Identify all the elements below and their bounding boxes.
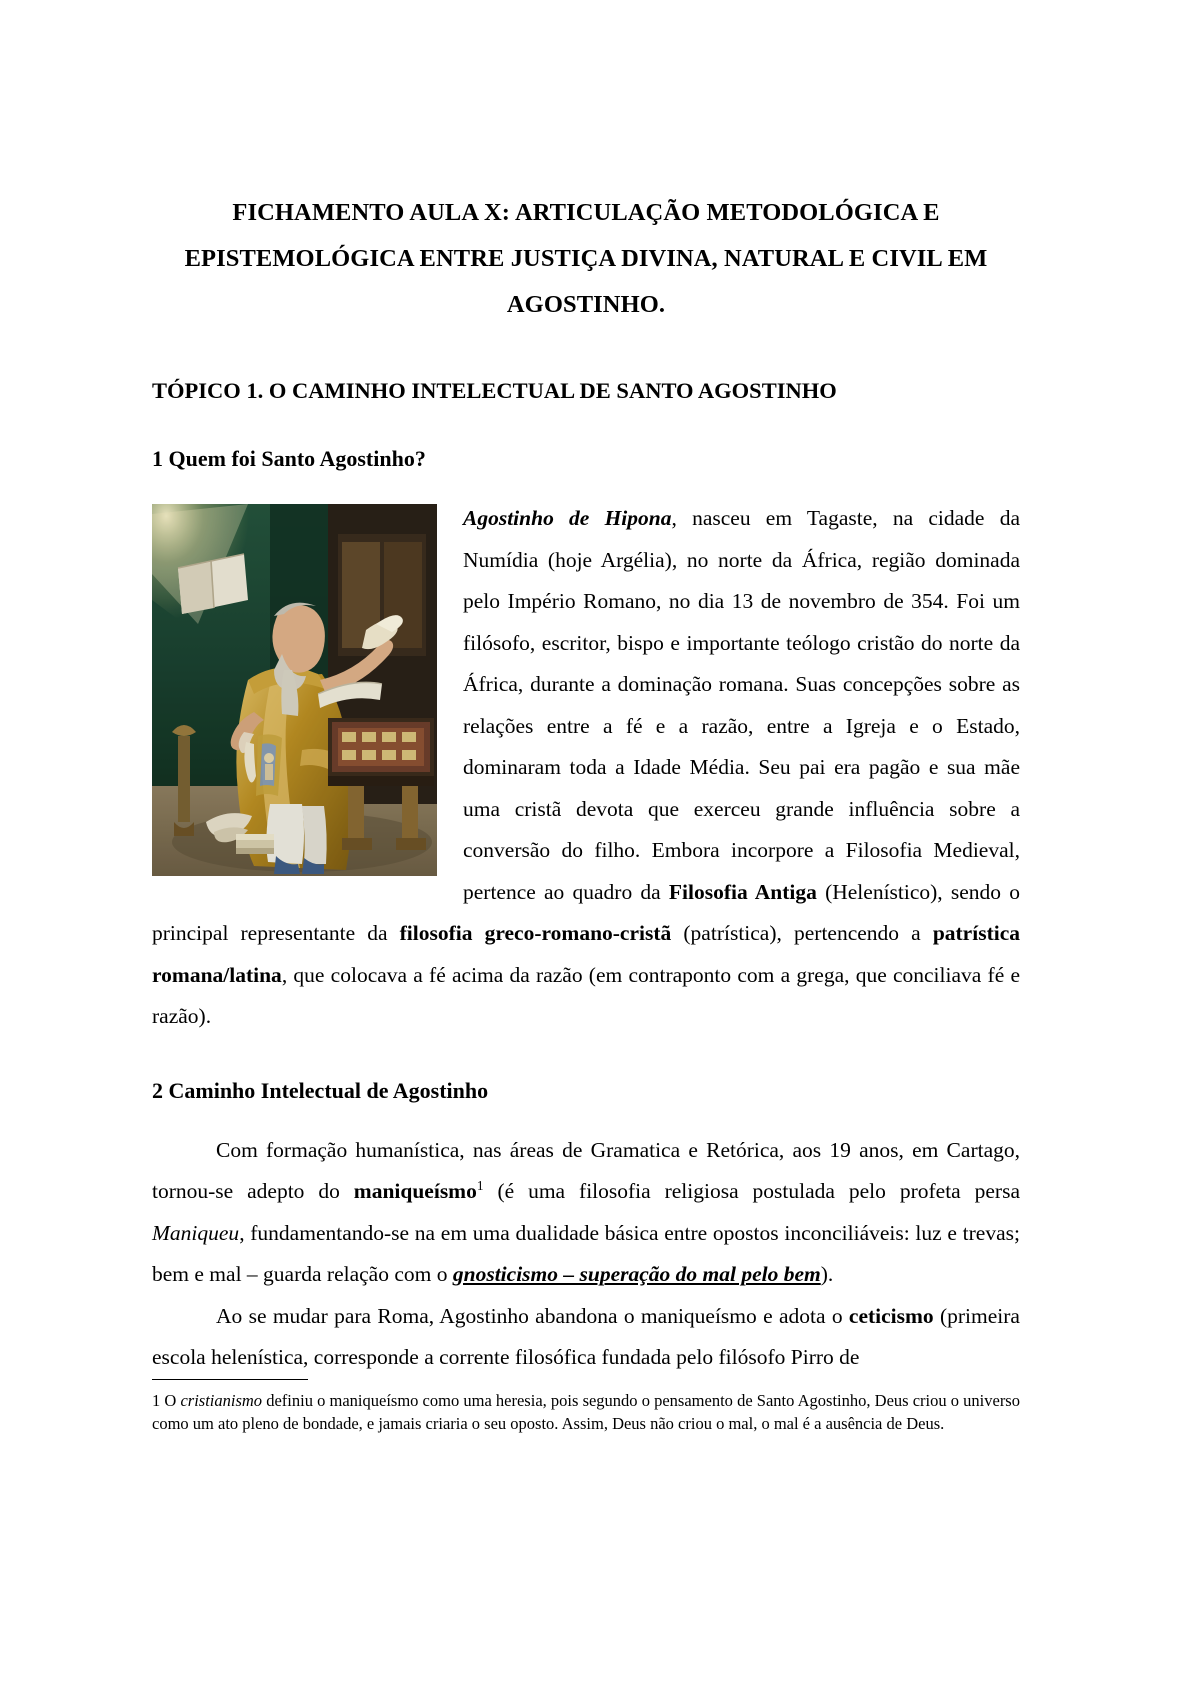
paragraph-text-6: (é uma filosofia religiosa postulada pelo profeta persa <box>483 1179 1020 1203</box>
paragraph-text-7: , fundamentando-se na em uma dualidade básica entre opostos inconciliáveis: luz e trevas; bem e mal – guarda relação com o <box>152 1220 1020 1286</box>
section-2-paragraph-1 <box>152 1130 1020 1296</box>
section-2-paragraph-2 <box>152 1296 1020 1379</box>
footnote-separator <box>152 1379 308 1380</box>
footnote-marker-1[interactable]: 1 <box>476 1177 484 1193</box>
document-content <box>152 190 1020 1379</box>
footnote-text-before: O <box>160 1391 181 1410</box>
saint-augustine-painting <box>152 504 437 876</box>
paragraph-text-4: , que colocava a fé acima da razão (em contraponto com a grega, que conciliava fé e razão). <box>152 962 1020 1028</box>
section-1-paragraph <box>152 498 1020 1038</box>
footnote-text-after: definiu o maniqueísmo como uma heresia, pois segundo o pensamento de Santo Agostinho, Deus criou o universo como um ato pleno de bondade, e jamais criaria o seu oposto. Assim, Deus não criou o mal, o mal é a ausência de Deus. <box>152 1391 1020 1433</box>
footnote-italic-term: cristianismo <box>180 1391 263 1410</box>
paragraph-text-10: (primeira escola helenística, corresponde a corrente filosófica fundada pelo filósofo Pirro de <box>152 1303 1020 1369</box>
footnote-area <box>152 1379 1020 1435</box>
paragraph-text-9: Ao se mudar para Roma, Agostinho abandona o maniqueísmo e adota o <box>216 1303 849 1328</box>
topic-heading: TÓPICO 1. O CAMINHO INTELECTUAL DE SANTO AGOSTINHO <box>152 378 837 403</box>
paragraph-text-8: ). <box>820 1262 834 1286</box>
bold-term-filosofia-antiga: Filosofia Antiga <box>668 879 817 904</box>
lead-term: Agostinho de Hipona <box>463 506 672 530</box>
bold-term-maniqueismo: maniqueísmo <box>353 1179 477 1203</box>
bold-term-greco-romano-crista: filosofia greco-romano-cristã <box>399 921 672 945</box>
paragraph-text-2: (Helenístico), sendo o principal representante da <box>152 879 1020 945</box>
italic-term-maniqueu: Maniqueu <box>152 1220 240 1245</box>
footnote-1 <box>152 1389 1020 1435</box>
bold-term-patristica-romana: patrística romana/latina <box>152 921 1020 987</box>
underlined-term-gnosticismo: gnosticismo – superação do mal pelo bem <box>452 1262 821 1286</box>
paragraph-text-5: Com formação humanística, nas áreas de Gramatica e Retórica, aos 19 anos, em Cartago, tornou-se adepto do <box>152 1137 1020 1203</box>
paragraph-text-3: (patrística), pertencendo a <box>671 921 933 945</box>
paragraph-text: , nasceu em Tagaste, na cidade da Numídia (hoje Argélia), no norte da África, região dominada pelo Império Romano, no dia 13 de novembro de 354. Foi um filósofo, escritor, bispo e importante teólogo cristão do norte da África, durante a dominação romana. Suas concepções sobre as relações entre a fé e a razão, entre a Igreja e o Estado, dominaram toda a Idade Média. Seu pai era pagão e sua mãe uma cristã devota que exerceu grande influência sobre a conversão do filho. Embora incorpore a Filosofia Medieval, pertence ao quadro da <box>463 506 1020 904</box>
section-heading-1: 1 Quem foi Santo Agostinho? <box>152 446 426 471</box>
page-title: FICHAMENTO AULA X: ARTICULAÇÃO METODOLÓGICA E EPISTEMOLÓGICA ENTRE JUSTIÇA DIVINA, NATURAL E CIVIL EM AGOSTINHO. <box>184 199 988 318</box>
footnote-number: 1 <box>152 1391 161 1410</box>
section-heading-2: 2 Caminho Intelectual de Agostinho <box>152 1077 489 1103</box>
bold-term-ceticismo: ceticismo <box>848 1303 934 1328</box>
